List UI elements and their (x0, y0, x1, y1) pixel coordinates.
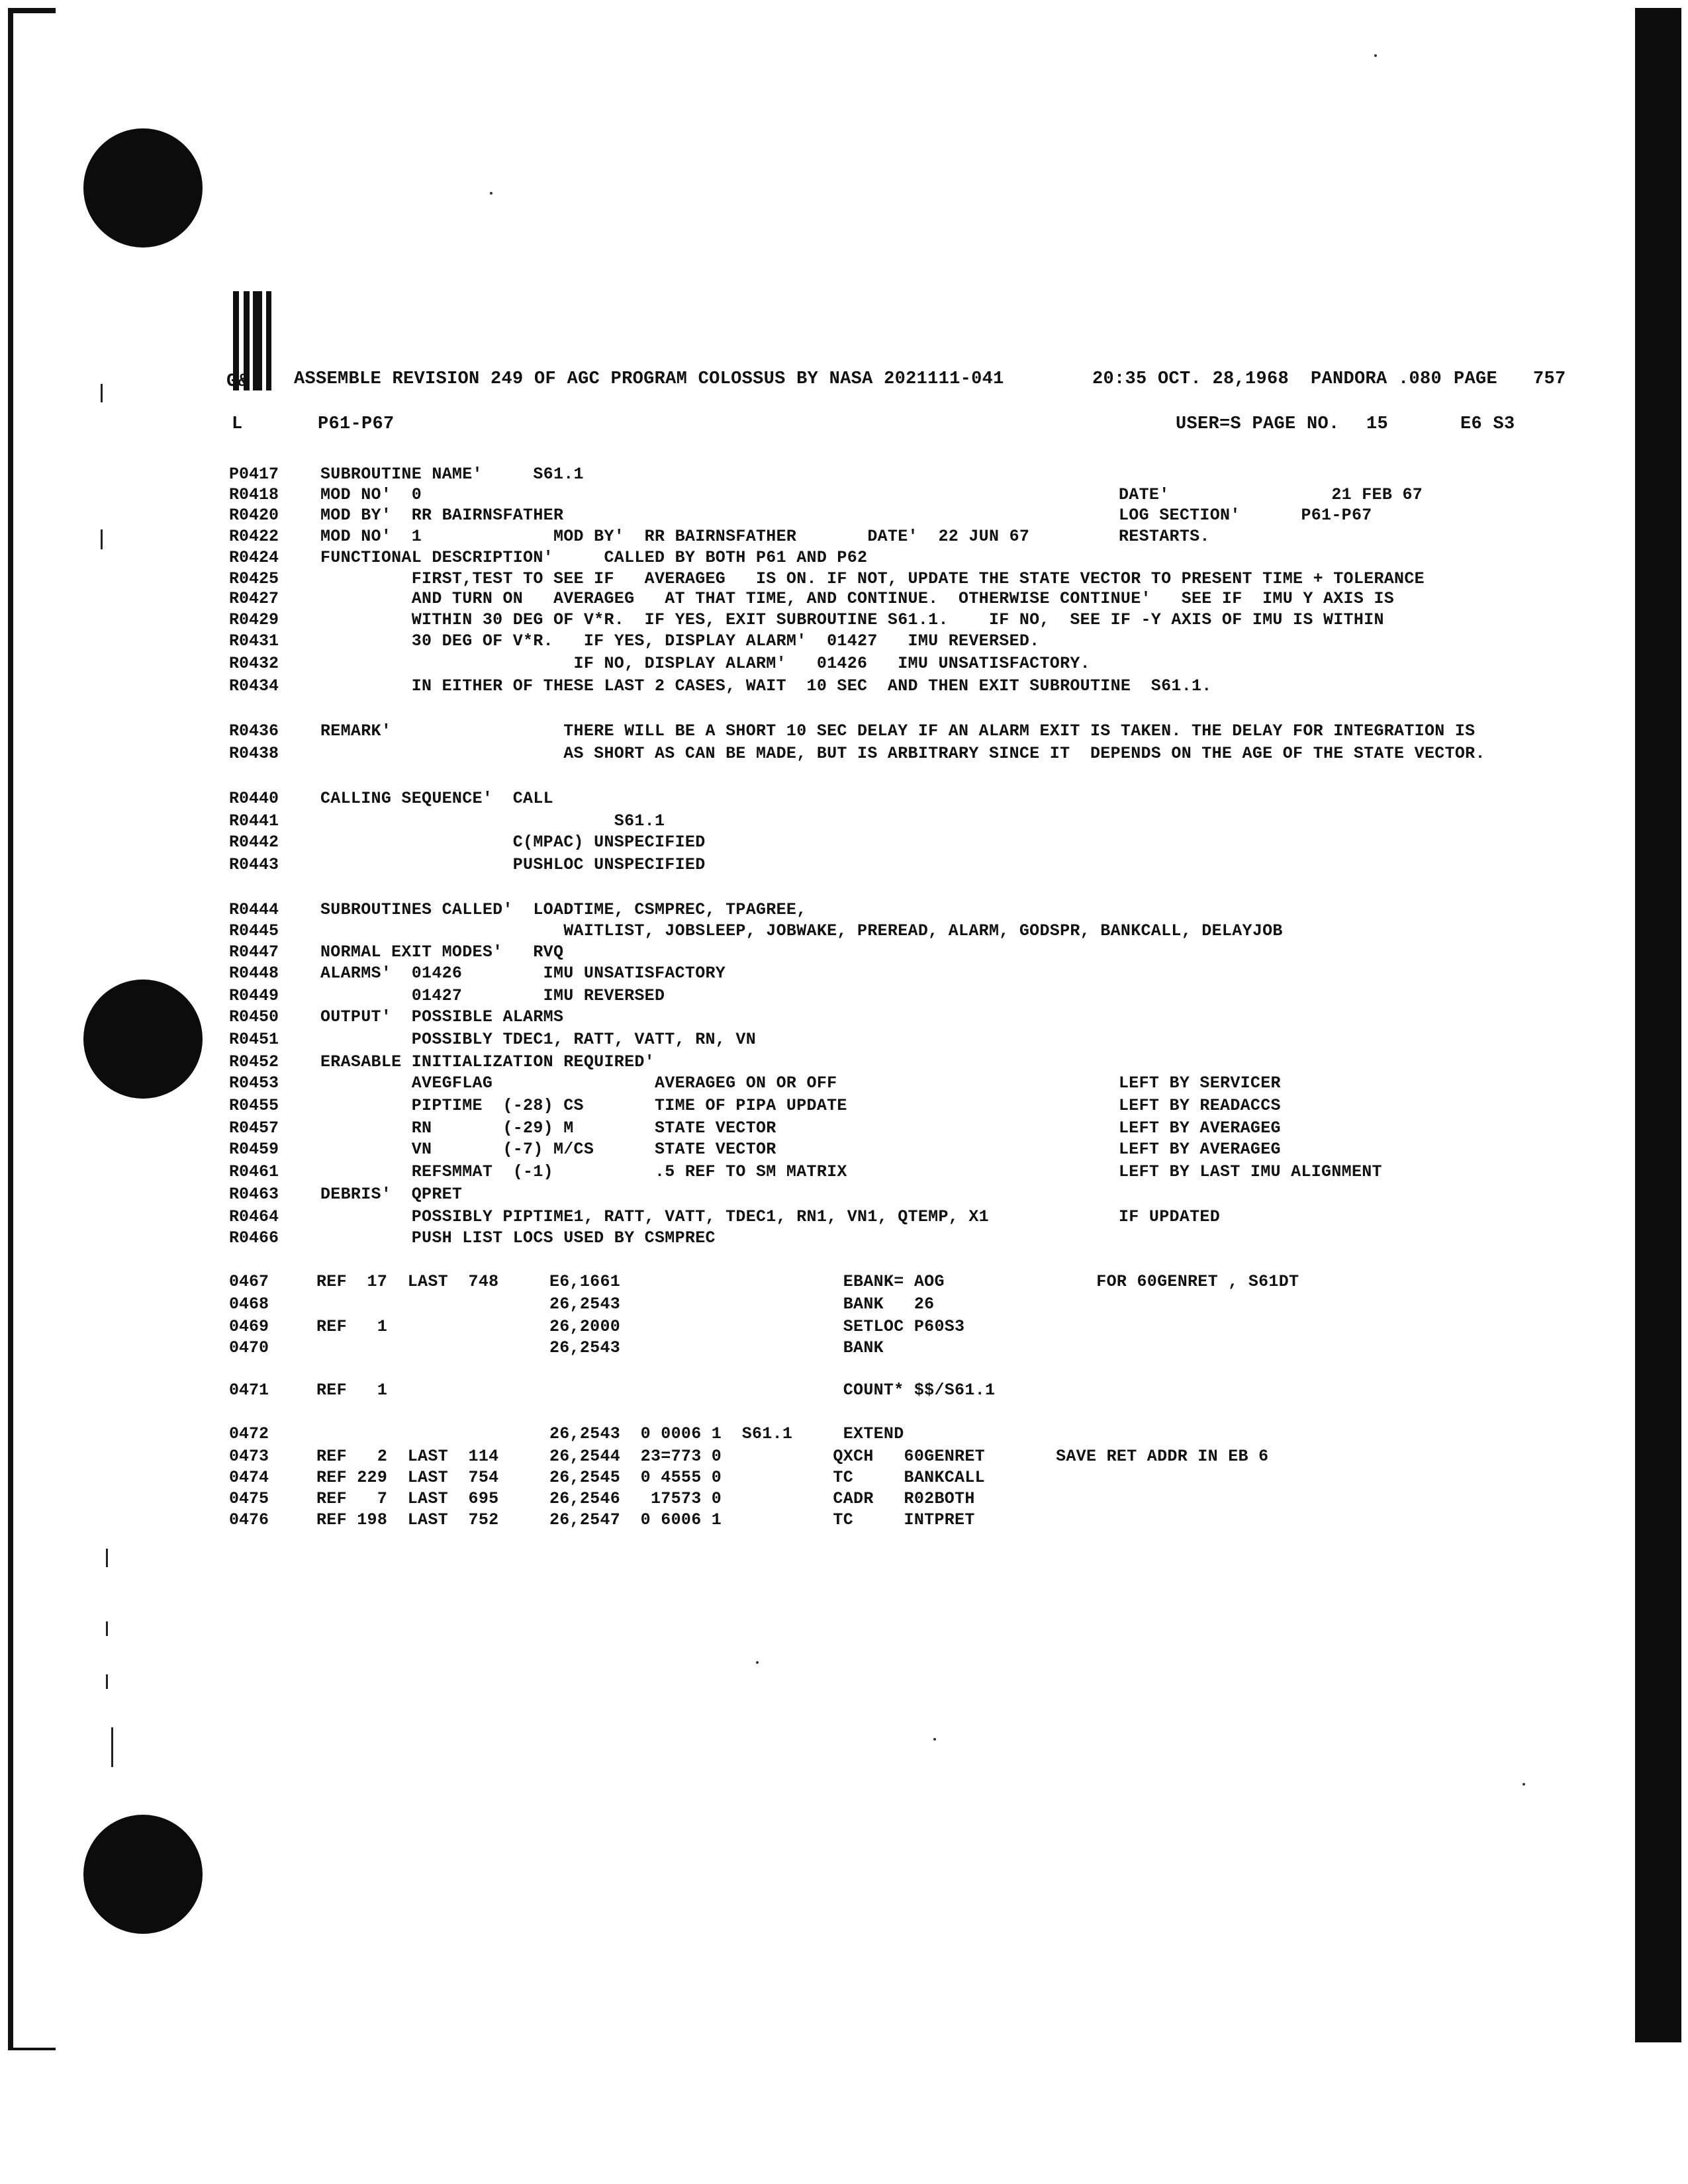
line-number: R0422 (229, 527, 279, 546)
comment-line: FIRST,TEST TO SEE IF AVERAGEG IS ON. IF NOT, UPDATE THE STATE VECTOR TO PRESENT TIME + TOLERANCE (320, 569, 1425, 588)
line-number: R0418 (229, 485, 279, 504)
comment-line: POSSIBLY TDEC1, RATT, VATT, RN, VN (320, 1030, 757, 1049)
margin-mark (111, 1727, 113, 1767)
right-note: DATE' 21 FEB 67 (1119, 485, 1423, 504)
comment-line: OUTPUT' POSSIBLE ALARMS (320, 1007, 564, 1026)
code-line: REF 198 LAST 752 26,2547 0 6006 1 TC INTPRET (316, 1510, 975, 1529)
comment-line: IN EITHER OF THESE LAST 2 CASES, WAIT 10 SEC AND THEN EXIT SUBROUTINE S61.1. (320, 676, 1212, 696)
comment-line: 01427 IMU REVERSED (320, 986, 665, 1005)
code-line: 26,2543 BANK (316, 1338, 884, 1357)
right-note: LEFT BY READACCS (1119, 1096, 1281, 1115)
scan-speck (756, 1661, 759, 1664)
header-glyph: G& (226, 371, 250, 392)
line-number: R0442 (229, 833, 279, 852)
comment-line: VN (-7) M/CS STATE VECTOR (320, 1140, 776, 1159)
code-line-number: 0476 (229, 1510, 269, 1529)
line-number: R0420 (229, 506, 279, 525)
code-line: 26,2543 0 0006 1 S61.1 EXTEND (316, 1424, 904, 1443)
right-note: IF UPDATED (1119, 1207, 1221, 1226)
line-number: R0443 (229, 855, 279, 874)
comment-line: RN (-29) M STATE VECTOR (320, 1118, 776, 1138)
code-line-number: 0472 (229, 1424, 269, 1443)
comment-line: PUSHLOC UNSPECIFIED (320, 855, 706, 874)
code-line-number: 0471 (229, 1381, 269, 1400)
line-number: R0448 (229, 964, 279, 983)
code-line: REF 229 LAST 754 26,2545 0 4555 0 TC BANKCALL (316, 1468, 985, 1487)
scan-speck (933, 1738, 936, 1741)
code-line-number: 0473 (229, 1447, 269, 1466)
comment-line: 30 DEG OF V*R. IF YES, DISPLAY ALARM' 01427 IMU REVERSED. (320, 631, 1040, 651)
comment-line: WAITLIST, JOBSLEEP, JOBWAKE, PREREAD, ALARM, GODSPR, BANKCALL, DELAYJOB (320, 921, 1283, 940)
line-number: R0431 (229, 631, 279, 651)
comment-line: POSSIBLY PIPTIME1, RATT, VATT, TDEC1, RN1, VN1, QTEMP, X1 (320, 1207, 989, 1226)
line-number: R0447 (229, 942, 279, 962)
punch-hole-middle (83, 979, 203, 1099)
scan-speck (1374, 54, 1377, 57)
line-number: R0459 (229, 1140, 279, 1159)
page-right-edge-band (1635, 8, 1681, 2042)
line-number: R0424 (229, 548, 279, 567)
line-number: R0461 (229, 1162, 279, 1181)
assembly-date: 20:35 OCT. 28,1968 (1092, 369, 1289, 389)
line-number: R0444 (229, 900, 279, 919)
line-number: R0440 (229, 789, 279, 808)
right-note: LEFT BY LAST IMU ALIGNMENT (1119, 1162, 1382, 1181)
page-number: 757 (1533, 369, 1566, 389)
margin-mark (106, 1674, 108, 1689)
line-number: R0434 (229, 676, 279, 696)
scan-speck (490, 192, 492, 195)
comment-line: AVEGFLAG AVERAGEG ON OR OFF (320, 1073, 837, 1093)
code-line-number: 0475 (229, 1489, 269, 1508)
line-number: R0425 (229, 569, 279, 588)
line-number: R0451 (229, 1030, 279, 1049)
code-line: REF 1 COUNT* $$/S61.1 (316, 1381, 996, 1400)
code-line-number: 0469 (229, 1317, 269, 1336)
comment-line: FUNCTIONAL DESCRIPTION' CALLED BY BOTH P61 AND P62 (320, 548, 868, 567)
comment-line: C(MPAC) UNSPECIFIED (320, 833, 706, 852)
comment-line: MOD NO' 0 (320, 485, 422, 504)
code-line-number: 0467 (229, 1272, 269, 1291)
code-line: REF 7 LAST 695 26,2546 17573 0 CADR R02BOTH (316, 1489, 975, 1508)
right-note: LEFT BY AVERAGEG (1119, 1140, 1281, 1159)
comment-line: PIPTIME (-28) CS TIME OF PIPA UPDATE (320, 1096, 847, 1115)
line-number: R0449 (229, 986, 279, 1005)
line-number: R0457 (229, 1118, 279, 1138)
line-number: R0452 (229, 1052, 279, 1071)
line-number: R0441 (229, 811, 279, 831)
line-number: R0464 (229, 1207, 279, 1226)
right-note: LEFT BY AVERAGEG (1119, 1118, 1281, 1138)
margin-mark (101, 384, 103, 402)
page-left-border (8, 8, 56, 2050)
comment-line: MOD NO' 1 MOD BY' RR BAIRNSFATHER DATE' 22 JUN 67 (320, 527, 1030, 546)
user-page-number: 15 (1366, 414, 1389, 434)
comment-line: REFSMMAT (-1) .5 REF TO SM MATRIX (320, 1162, 847, 1181)
comment-line: PUSH LIST LOCS USED BY CSMPREC (320, 1228, 716, 1248)
punch-hole-top (83, 128, 203, 248)
margin-mark (106, 1621, 108, 1636)
line-number: R0450 (229, 1007, 279, 1026)
comment-line: SUBROUTINES CALLED' LOADTIME, CSMPREC, TPAGREE, (320, 900, 807, 919)
listing-letter: L (232, 414, 243, 434)
comment-line: REMARK' THERE WILL BE A SHORT 10 SEC DELAY IF AN ALARM EXIT IS TAKEN. THE DELAY FOR INTEGRATION IS (320, 721, 1476, 741)
comment-line: NORMAL EXIT MODES' RVQ (320, 942, 564, 962)
line-number: R0466 (229, 1228, 279, 1248)
line-number: R0455 (229, 1096, 279, 1115)
comment-line: MOD BY' RR BAIRNSFATHER (320, 506, 564, 525)
line-number: R0438 (229, 744, 279, 763)
right-note: LOG SECTION' P61-P67 (1119, 506, 1372, 525)
line-number: R0463 (229, 1185, 279, 1204)
line-number: R0453 (229, 1073, 279, 1093)
comment-line: S61.1 (320, 811, 665, 831)
code-line: REF 1 26,2000 SETLOC P60S3 (316, 1317, 965, 1336)
code-line: REF 17 LAST 748 E6,1661 EBANK= AOG FOR 60GENRET , S61DT (316, 1272, 1299, 1291)
right-note: LEFT BY SERVICER (1119, 1073, 1281, 1093)
comment-line: WITHIN 30 DEG OF V*R. IF YES, EXIT SUBROUTINE S61.1. IF NO, SEE IF -Y AXIS OF IMU IS WITHIN (320, 610, 1384, 629)
code-line-number: 0470 (229, 1338, 269, 1357)
punch-hole-bottom (83, 1815, 203, 1934)
comment-line: DEBRIS' QPRET (320, 1185, 463, 1204)
code-line: REF 2 LAST 114 26,2544 23=773 0 QXCH 60GENRET SAVE RET ADDR IN EB 6 (316, 1447, 1269, 1466)
comment-line: ALARMS' 01426 IMU UNSATISFACTORY (320, 964, 726, 983)
comment-line: AS SHORT AS CAN BE MADE, BUT IS ARBITRARY SINCE IT DEPENDS ON THE AGE OF THE STATE VECTOR. (320, 744, 1485, 763)
comment-line: IF NO, DISPLAY ALARM' 01426 IMU UNSATISFACTORY. (320, 654, 1090, 673)
line-number: R0427 (229, 589, 279, 608)
assembly-pandora: PANDORA .080 (1311, 369, 1442, 389)
comment-line: ERASABLE INITIALIZATION REQUIRED' (320, 1052, 655, 1071)
line-number: R0445 (229, 921, 279, 940)
line-number: R0436 (229, 721, 279, 741)
page-label: PAGE (1454, 369, 1498, 389)
code-line: 26,2543 BANK 26 (316, 1295, 935, 1314)
bank-tag: E6 S3 (1460, 414, 1515, 434)
line-number: R0432 (229, 654, 279, 673)
code-line-number: 0474 (229, 1468, 269, 1487)
section-name: P61-P67 (318, 414, 395, 434)
comment-line: CALLING SEQUENCE' CALL (320, 789, 553, 808)
scan-speck (1523, 1783, 1525, 1786)
right-note: RESTARTS. (1119, 527, 1210, 546)
line-number: R0429 (229, 610, 279, 629)
comment-line: AND TURN ON AVERAGEG AT THAT TIME, AND CONTINUE. OTHERWISE CONTINUE' SEE IF IMU Y AXIS IS (320, 589, 1395, 608)
assembly-title: ASSEMBLE REVISION 249 OF AGC PROGRAM COLOSSUS BY NASA 2021111-041 (294, 369, 1004, 389)
margin-mark (106, 1549, 108, 1567)
comment-line: SUBROUTINE NAME' S61.1 (320, 465, 584, 484)
line-number: P0417 (229, 465, 279, 484)
margin-mark (101, 529, 103, 549)
user-page-label: USER=S PAGE NO. (1176, 414, 1340, 434)
code-line-number: 0468 (229, 1295, 269, 1314)
